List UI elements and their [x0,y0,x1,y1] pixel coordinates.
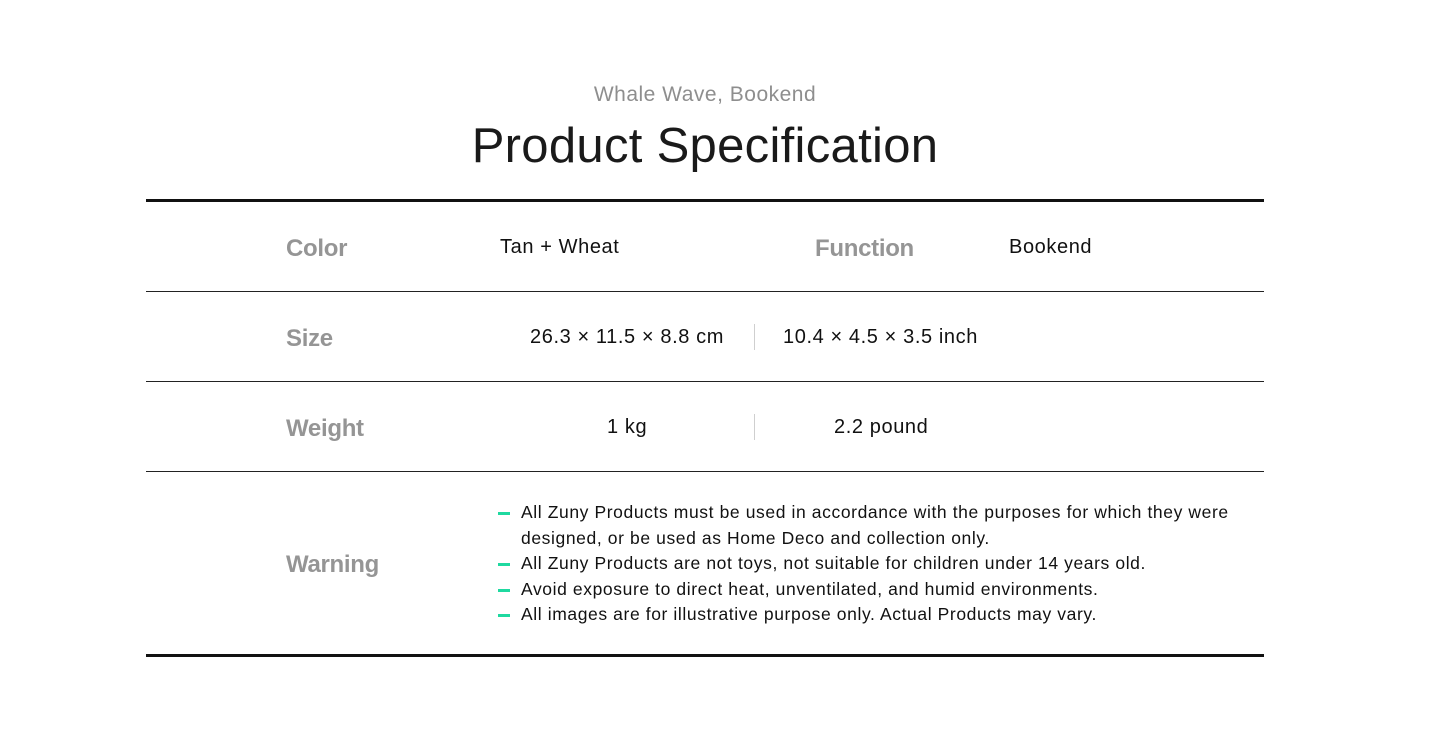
color-value: Tan + Wheat [500,236,620,258]
size-metric-value: 26.3 × 11.5 × 8.8 cm [530,326,724,348]
weight-metric-value: 1 kg [607,416,648,438]
warning-text: All Zuny Products are not toys, not suitable for children under 14 years old. [521,553,1146,573]
warning-list [498,500,1258,628]
weight-separator [754,414,755,440]
weight-imperial-value: 2.2 pound [834,416,929,438]
list-item [498,602,1258,628]
size-separator [754,324,755,350]
warning-text: All images are for illustrative purpose only. Actual Products may vary. [521,604,1097,624]
dash-bullet-icon [498,614,510,617]
row-divider [146,291,1264,292]
function-label: Function [815,235,914,262]
list-item [498,577,1258,603]
list-item [498,500,1258,551]
table-bottom-rule [146,654,1264,657]
warning-text: All Zuny Products must be used in accordance with the purposes for which they were designed, or be used as Home Deco and collection only. [521,502,1229,548]
row-divider [146,471,1264,472]
function-value: Bookend [1009,236,1093,258]
weight-label: Weight [286,415,364,442]
warning-label: Warning [286,551,379,578]
table-top-rule [146,199,1264,202]
size-imperial-value: 10.4 × 4.5 × 3.5 inch [783,326,978,348]
row-divider [146,381,1264,382]
list-item [498,551,1258,577]
subtitle: Whale Wave, Bookend [593,83,817,106]
warning-text: Avoid exposure to direct heat, unventilated, and humid environments. [521,578,1099,599]
dash-bullet-icon [498,589,510,592]
page-title: Product Specification [471,119,939,173]
dash-bullet-icon [498,512,510,515]
dash-bullet-icon [498,563,510,566]
size-label: Size [286,325,333,352]
color-label: Color [286,235,348,262]
